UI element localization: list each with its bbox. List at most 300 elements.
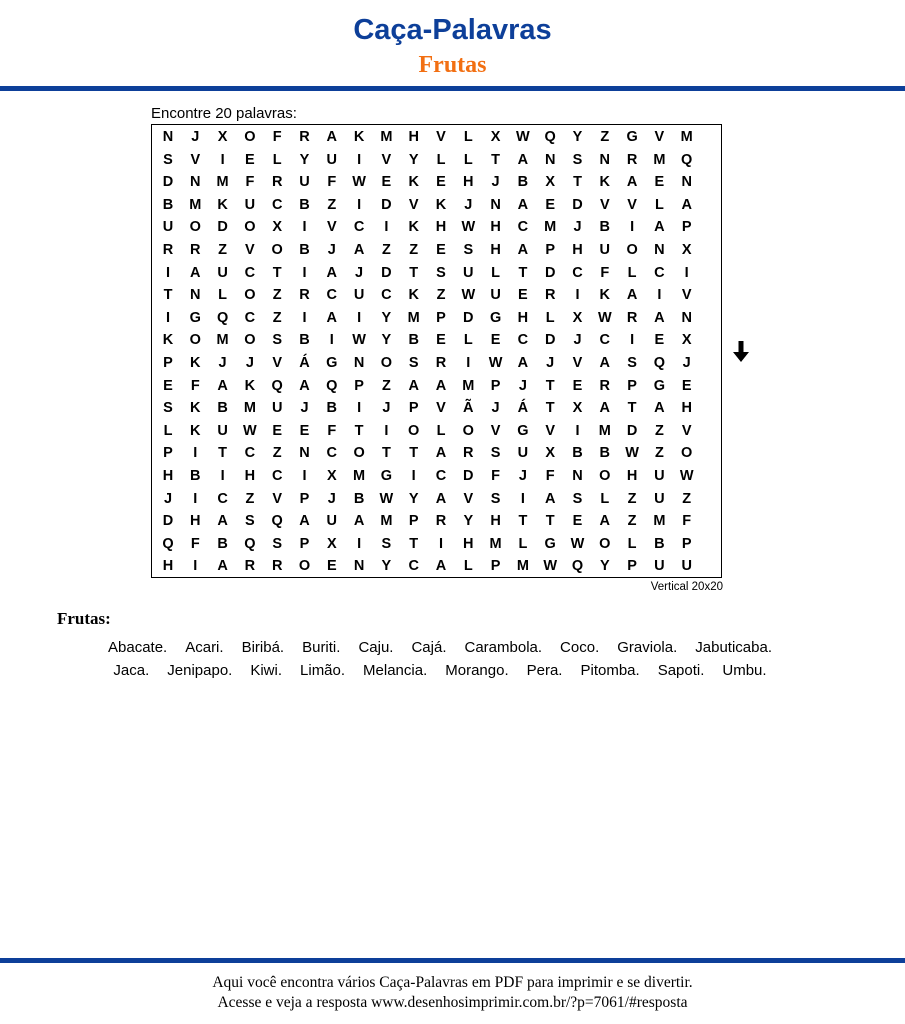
top-divider [0, 86, 905, 91]
grid-letter: G [326, 355, 338, 371]
grid-letter: I [193, 445, 198, 462]
grid-letter: J [218, 355, 227, 371]
grid-letter: I [193, 558, 198, 575]
grid-row [152, 397, 721, 420]
grid-letter: Y [599, 558, 610, 575]
grid-row [152, 465, 721, 488]
grid-letter: I [657, 287, 662, 304]
grid-letter: A [217, 377, 228, 394]
grid-letter: O [271, 242, 283, 258]
grid-letter: A [517, 151, 529, 168]
grid-letter: M [407, 309, 420, 326]
grid-letter: A [217, 513, 228, 530]
grid-letter: C [654, 264, 665, 281]
grid-letter: Ã [463, 400, 474, 417]
grid-letter: R [435, 513, 447, 530]
grid-letter: L [463, 129, 473, 145]
grid-letter: U [654, 490, 665, 507]
grid-letter: I [302, 309, 307, 326]
grid-letter: Q [271, 377, 283, 394]
word-list-line-1 [0, 639, 880, 656]
grid-letter: D [162, 513, 174, 530]
grid-letter: X [490, 129, 501, 145]
grid-letter: W [543, 558, 558, 575]
grid-letter: T [163, 287, 173, 304]
grid-letter: O [189, 219, 201, 236]
grid-letter: E [381, 174, 392, 191]
grid-letter: G [517, 422, 529, 439]
grid-letter: I [384, 219, 389, 236]
grid-letter: Z [654, 445, 664, 462]
grid-letter: A [326, 129, 338, 145]
grid-letter: C [244, 309, 256, 326]
grid-row [152, 307, 721, 330]
grid-letter: A [517, 196, 529, 213]
grid-letter: Y [408, 151, 419, 168]
grid-row [152, 533, 721, 556]
grid-letter: W [379, 490, 394, 507]
grid-letter: L [518, 535, 528, 552]
grid-letter: C [572, 264, 583, 281]
word-list-line-2 [0, 662, 880, 679]
grid-letter: M [189, 196, 202, 213]
grid-letter: T [545, 513, 555, 530]
grid-letter: W [516, 129, 530, 145]
grid-letter: O [244, 287, 256, 304]
grid-letter: M [516, 558, 529, 575]
grid-letter: W [570, 535, 585, 552]
grid-letter: G [653, 377, 666, 394]
grid-letter: K [162, 332, 174, 349]
grid-letter: Y [381, 558, 392, 575]
grid-letter: Z [600, 129, 610, 145]
grid-letter: T [573, 174, 582, 191]
grid-letter: E [572, 377, 583, 394]
grid-letter: Q [271, 513, 283, 530]
grid-letter: M [680, 129, 693, 145]
grid-letter: Z [627, 513, 637, 530]
grid-letter: K [408, 219, 419, 236]
grid-letter: Z [381, 377, 391, 394]
grid-letter: Q [544, 129, 556, 145]
grid-letter: D [463, 468, 474, 484]
grid-letter: S [272, 332, 283, 349]
grid-letter: J [491, 174, 500, 191]
grid-letter: D [463, 309, 474, 326]
grid-letter: A [353, 513, 365, 530]
grid-letter: A [299, 377, 310, 394]
grid-letter: G [489, 309, 502, 326]
grid-letter: V [436, 129, 446, 145]
grid-letter: C [353, 219, 365, 236]
grid-letter: M [380, 129, 393, 145]
grid-letter: B [599, 445, 611, 462]
grid-letter: J [682, 355, 691, 371]
grid-letter: L [545, 309, 555, 326]
grid-letter: F [545, 468, 555, 484]
grid-letter: V [681, 287, 692, 304]
grid-letter: E [436, 332, 446, 349]
word-item: Jaca. [113, 662, 150, 679]
grid-row [152, 284, 721, 307]
grid-letter: A [435, 558, 447, 575]
grid-letter: C [244, 264, 256, 281]
grid-letter: A [353, 242, 365, 258]
grid-letter: A [435, 490, 447, 507]
grid-letter: L [600, 490, 610, 507]
grid-letter: I [575, 287, 580, 304]
word-item: Abacate. [108, 639, 168, 656]
grid-letter: E [299, 422, 310, 439]
grid-letter: O [626, 242, 638, 258]
grid-letter: C [271, 196, 283, 213]
grid-letter: A [654, 400, 665, 417]
grid-letter: F [600, 264, 610, 281]
grid-letter: V [681, 422, 692, 439]
down-arrow-icon [731, 339, 751, 365]
word-item: Coco. [560, 639, 600, 656]
grid-row [152, 216, 721, 239]
page-subtitle: Frutas [418, 52, 487, 78]
grid-letter: C [244, 445, 256, 462]
grid-letter: L [436, 151, 446, 168]
grid-letter: V [408, 196, 419, 213]
grid-letter: X [572, 309, 583, 326]
grid-letter: I [220, 468, 225, 484]
grid-letter: V [627, 196, 637, 213]
grid-letter: I [302, 219, 307, 236]
grid-letter: N [572, 468, 583, 484]
grid-letter: N [544, 151, 556, 168]
grid-letter: F [245, 174, 255, 191]
grid-letter: P [299, 535, 310, 552]
grid-letter: C [381, 287, 392, 304]
grid-letter: I [302, 264, 307, 281]
grid-letter: M [216, 174, 229, 191]
grid-letter: B [190, 468, 201, 484]
grid-letter: J [573, 219, 582, 236]
grid-letter: K [408, 174, 419, 191]
grid-letter: R [190, 242, 201, 258]
grid-letter: N [681, 174, 692, 191]
grid-letter: M [462, 377, 475, 394]
grid-letter: I [220, 151, 225, 168]
grid-letter: L [436, 422, 446, 439]
grid-letter: X [681, 332, 692, 349]
grid-letter: B [217, 400, 228, 417]
grid-letter: V [490, 422, 501, 439]
grid-letter: A [544, 490, 556, 507]
grid-letter: Y [381, 309, 392, 326]
grid-letter: Q [681, 151, 693, 168]
grid-row [152, 510, 721, 533]
grid-letter: H [517, 309, 529, 326]
grid-letter: V [463, 490, 474, 507]
grid-letter: R [463, 445, 474, 462]
grid-letter: P [627, 377, 637, 394]
grid-letter: A [326, 264, 338, 281]
grid-letter: U [654, 468, 665, 484]
grid-letter: J [327, 242, 336, 258]
grid-letter: Y [572, 129, 583, 145]
grid-letter: M [598, 422, 611, 439]
grid-letter: I [329, 332, 334, 349]
grid-letter: X [572, 400, 583, 417]
grid-letter: R [435, 355, 447, 371]
word-item: Pera. [526, 662, 563, 679]
grid-letter: C [435, 468, 447, 484]
grid-letter: G [189, 309, 201, 326]
grid-letter: Q [162, 535, 174, 552]
grid-letter: O [681, 445, 693, 462]
word-item: Acari. [185, 639, 224, 656]
grid-letter: B [572, 445, 583, 462]
grid-letter: Z [245, 490, 255, 507]
grid-letter: H [681, 400, 692, 417]
grid-letter: E [545, 196, 556, 213]
grid-letter: A [435, 445, 447, 462]
grid-letter: K [599, 174, 611, 191]
grid-letter: D [626, 422, 638, 439]
grid-letter: H [162, 558, 174, 575]
grid-letter: N [299, 445, 310, 462]
grid-letter: Z [327, 196, 337, 213]
grid-letter: W [243, 422, 257, 439]
grid-letter: J [573, 332, 582, 349]
grid-letter: M [544, 219, 557, 236]
grid-row [152, 488, 721, 511]
grid-letter: P [163, 445, 173, 462]
grid-letter: T [409, 264, 419, 281]
grid-letter: J [491, 400, 500, 417]
grid-letter: K [190, 400, 201, 417]
grid-letter: R [271, 558, 283, 575]
grid-letter: A [599, 513, 611, 530]
grid-row [152, 149, 721, 172]
grid-letter: S [490, 445, 501, 462]
grid-letter: I [684, 264, 689, 281]
grid-letter: I [357, 151, 362, 168]
grid-letter: R [299, 129, 310, 145]
word-item: Graviola. [617, 639, 678, 656]
grid-letter: S [463, 242, 474, 258]
grid-letter: S [163, 151, 173, 168]
grid-letter: D [381, 264, 392, 281]
grid-letter: K [190, 355, 201, 371]
grid-letter: S [627, 355, 637, 371]
grid-letter: N [190, 174, 201, 191]
grid-letter: S [245, 513, 255, 530]
grid-letter: X [217, 129, 228, 145]
grid-letter: I [357, 400, 362, 417]
grid-letter: P [163, 355, 173, 371]
grid-letter: U [353, 287, 365, 304]
footer-line-2: Acesse e veja a resposta www.desenhosimprimir.com.br/?p=7061/#resposta [217, 994, 688, 1011]
grid-letter: K [435, 196, 447, 213]
grid-letter: T [354, 422, 364, 439]
grid-letter: X [326, 535, 337, 552]
grid-letter: E [654, 332, 665, 349]
grid-letter: H [408, 129, 419, 145]
grid-letter: R [244, 558, 256, 575]
grid-letter: E [490, 332, 501, 349]
grid-letter: I [357, 309, 362, 326]
grid-letter: U [326, 513, 338, 530]
grid-letter: F [491, 468, 501, 484]
grid-letter: L [463, 151, 473, 168]
grid-letter: T [545, 377, 555, 394]
grid-letter: W [461, 287, 476, 304]
grid-letter: X [326, 468, 337, 484]
grid-letter: K [217, 196, 228, 213]
grid-letter: K [244, 377, 256, 394]
grid-row [152, 375, 721, 398]
letter-grid [151, 124, 722, 578]
grid-letter: E [245, 151, 255, 168]
grid-letter: O [599, 535, 611, 552]
grid-letter: E [654, 174, 665, 191]
grid-letter: B [408, 332, 419, 349]
grid-letter: M [353, 468, 366, 484]
grid-letter: R [544, 287, 556, 304]
grid-letter: P [681, 219, 692, 236]
grid-letter: A [408, 377, 419, 394]
grid-letter: A [517, 242, 529, 258]
grid-letter: W [597, 309, 612, 326]
bottom-divider [0, 958, 905, 963]
word-item: Kiwi. [250, 662, 283, 679]
grid-letter: V [545, 422, 556, 439]
grid-letter: Q [326, 377, 338, 394]
grid-letter: H [162, 468, 174, 484]
grid-letter: N [190, 287, 201, 304]
grid-letter: S [572, 151, 583, 168]
grid-letter: K [190, 422, 201, 439]
grid-letter: X [545, 174, 556, 191]
grid-letter: B [299, 242, 310, 258]
grid-letter: W [461, 219, 476, 236]
grid-letter: T [409, 445, 419, 462]
grid-letter: I [630, 332, 635, 349]
grid-letter: P [490, 558, 501, 575]
grid-letter: W [352, 174, 366, 191]
grid-letter: R [626, 151, 638, 168]
grid-letter: B [162, 196, 174, 213]
grid-letter: U [217, 422, 228, 439]
grid-letter: K [599, 287, 611, 304]
grid-letter: B [599, 219, 611, 236]
grid-letter: Q [571, 558, 584, 575]
grid-letter: M [243, 400, 256, 417]
grid-letter: D [544, 264, 556, 281]
word-item: Jenipapo. [167, 662, 233, 679]
grid-letter: G [544, 535, 556, 552]
page-title: Caça-Palavras [353, 14, 552, 46]
grid-letter: I [438, 535, 444, 552]
grid-letter: D [572, 196, 583, 213]
grid-letter: H [490, 242, 501, 258]
grid-letter: T [545, 400, 555, 417]
grid-row [152, 126, 721, 149]
grid-letter: V [190, 151, 201, 168]
grid-letter: O [244, 332, 256, 349]
word-list-title: Frutas: [57, 609, 111, 628]
grid-letter: H [572, 242, 583, 258]
grid-letter: T [518, 264, 528, 281]
grid-letter: O [189, 332, 201, 349]
grid-letter: L [491, 264, 501, 281]
grid-letter: W [679, 468, 694, 484]
grid-letter: Q [216, 309, 229, 326]
grid-letter: N [353, 355, 365, 371]
grid-letter: M [653, 513, 666, 530]
grid-letter: T [409, 535, 419, 552]
grid-row [152, 555, 721, 578]
grid-letter: S [163, 400, 173, 417]
grid-row [152, 442, 721, 465]
grid-letter: C [326, 287, 338, 304]
grid-letter: L [627, 264, 637, 281]
grid-letter: J [245, 355, 254, 371]
grid-letter: L [654, 196, 664, 213]
grid-letter: J [355, 264, 364, 281]
grid-letter: A [517, 355, 529, 371]
grid-letter: P [681, 535, 692, 552]
grid-letter: R [299, 287, 310, 304]
grid-letter: U [271, 400, 283, 417]
grid-letter: J [382, 400, 391, 417]
grid-letter: U [463, 264, 474, 281]
word-item: Carambola. [464, 639, 543, 656]
grid-row [152, 239, 721, 262]
grid-letter: T [381, 445, 391, 462]
grid-letter: I [357, 196, 362, 213]
grid-letter: C [326, 445, 338, 462]
grid-letter: B [353, 490, 365, 507]
grid-letter: V [381, 151, 392, 168]
grid-letter: Z [272, 287, 282, 304]
grid-letter: T [627, 400, 637, 417]
grid-letter: E [518, 287, 528, 304]
grid-letter: S [381, 535, 392, 552]
grid-letter: A [654, 219, 665, 236]
grid-letter: O [599, 468, 611, 484]
grid-letter: F [682, 513, 692, 530]
grid-letter: P [545, 242, 556, 258]
grid-letter: N [599, 151, 611, 168]
grid-letter: O [353, 445, 365, 462]
grid-letter: W [352, 332, 366, 349]
grid-letter: A [435, 377, 447, 394]
grid-letter: U [299, 174, 310, 191]
grid-letter: H [490, 219, 501, 236]
grid-letter: E [681, 377, 692, 394]
grid-letter: A [626, 287, 638, 304]
grid-letter: D [544, 332, 556, 349]
grid-letter: O [244, 129, 256, 145]
grid-letter: V [436, 400, 446, 417]
grid-letter: U [654, 558, 665, 575]
grid-letter: C [408, 558, 419, 575]
grid-row [152, 194, 721, 217]
grid-letter: Q [653, 355, 666, 371]
grid-letter: Á [299, 355, 310, 371]
grid-letter: G [626, 129, 638, 145]
grid-letter: U [244, 196, 256, 213]
grid-letter: A [326, 309, 338, 326]
grid-letter: J [191, 129, 200, 145]
grid-letter: H [435, 219, 447, 236]
